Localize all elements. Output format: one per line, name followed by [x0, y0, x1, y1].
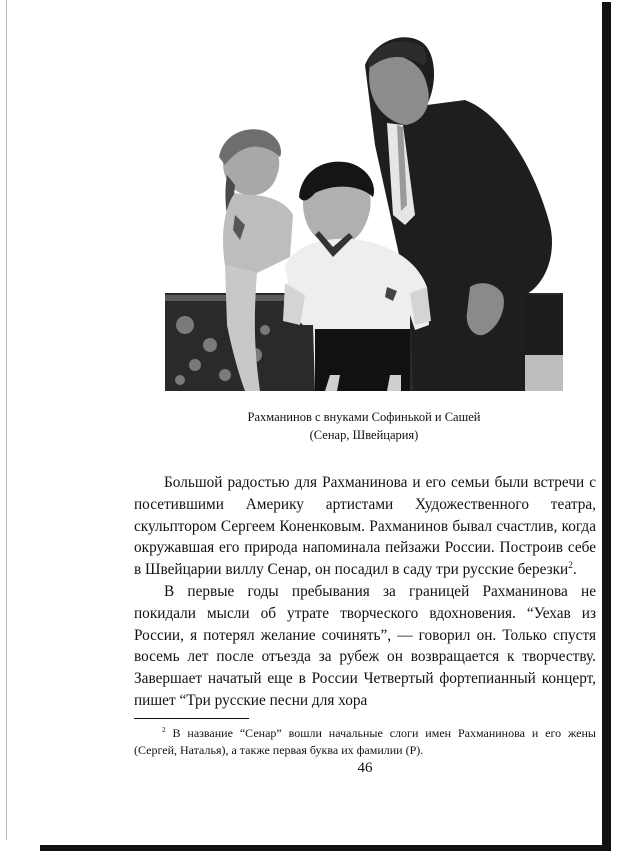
footnote-text: В название “Сенар” вошли начальные слоги имен Рахманинова и его жены (Сергей, Наталья), а также первая буква их фамилии (Р). [134, 726, 596, 757]
page-edge-right [602, 2, 611, 848]
footnote [134, 725, 596, 758]
body-text [134, 472, 596, 712]
footnote-mark: 2 [162, 726, 166, 734]
photo [165, 25, 563, 391]
photo-caption [165, 408, 563, 444]
paragraph-2: В первые годы пребывания за границей Рахманинова не покидали мысли об утрате творческого вдохновения. “Уехав из России, я потерял желание сочинять”, — говорил он. Только спустя восемь лет после отъезда за рубеж он возвращается к творчеству. Завершает начатый еще в России Четвертый фортепианный концерт, пишет “Три русские песни для хора [134, 582, 596, 709]
footnote-ref: 2 [568, 560, 573, 571]
photo-icon [165, 25, 563, 391]
paragraph-1 [134, 472, 596, 581]
caption-line-1: Рахманинов с внуками Софинькой и Сашей [247, 410, 481, 424]
page-number: 46 [357, 760, 373, 776]
caption-line-2: (Сенар, Швейцария) [309, 428, 419, 442]
page-edge-left [6, 0, 7, 840]
page-edge-bottom [40, 845, 611, 851]
paragraph-1-end: . [572, 561, 577, 579]
paragraph-1-text: Большой радостью для Рахманинова и его семьи были встречи с посетившими Америку артистами Художественного театра, скульптором Сергеем Коненковым. Рахманинов бывал счастлив, когда окружавшая его природа напоминала пейзажи России. Построив себе в Швейцарии виллу Сенар, он посадил в саду три русские березки [134, 474, 596, 579]
footnote-divider [134, 718, 249, 719]
